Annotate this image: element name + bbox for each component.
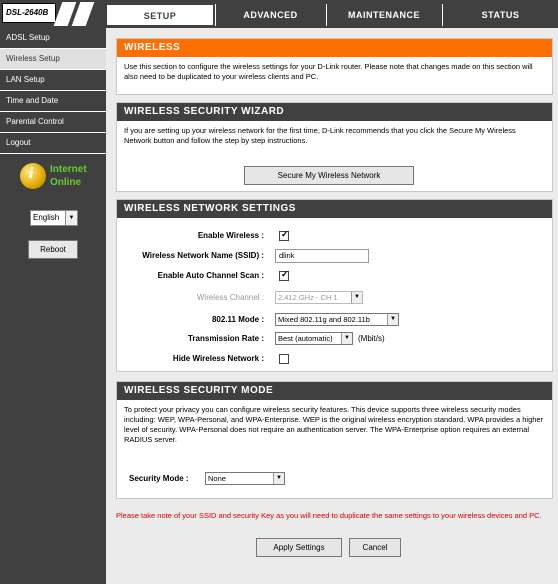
hide-network-row bbox=[117, 352, 554, 366]
wireless-channel-value: 2.412 GHz - CH 1 bbox=[278, 293, 338, 302]
tab-advanced[interactable]: ADVANCED bbox=[215, 4, 325, 26]
ssid-label: Wireless Network Name (SSID) : bbox=[142, 251, 264, 260]
security-mode-row bbox=[117, 472, 554, 486]
enable-wireless-checkbox[interactable] bbox=[279, 231, 289, 241]
reboot-button[interactable]: Reboot bbox=[28, 240, 78, 259]
model-label: DSL-2640B bbox=[2, 3, 56, 23]
security-wizard-section bbox=[116, 102, 553, 192]
wireless-description: Use this section to configure the wireless settings for your D-Link router. Please note that changes made on this section will also need to be duplicated to your wireless clients and PC. bbox=[124, 62, 533, 81]
hide-network-label: Hide Wireless Network : bbox=[172, 354, 264, 363]
apply-settings-button[interactable]: Apply Settings bbox=[256, 538, 342, 557]
mode-row bbox=[117, 313, 554, 327]
check-icon: ✓ bbox=[281, 269, 289, 279]
auto-channel-label: Enable Auto Channel Scan : bbox=[157, 271, 264, 280]
chevron-down-icon: ▼ bbox=[65, 211, 77, 225]
sidebar-item-logout[interactable]: Logout bbox=[0, 133, 106, 154]
mode-value: Mixed 802.11g and 802.11b bbox=[278, 315, 370, 324]
cancel-button[interactable]: Cancel bbox=[349, 538, 401, 557]
language-select[interactable] bbox=[30, 210, 78, 226]
security-mode-value: None bbox=[208, 474, 226, 483]
sidebar-item-time-and-date[interactable]: Time and Date bbox=[0, 91, 106, 112]
transmission-rate-value: Best (automatic) bbox=[278, 334, 333, 343]
security-mode-label: Security Mode : bbox=[129, 474, 189, 483]
transmission-rate-label: Transmission Rate : bbox=[187, 334, 264, 343]
check-icon: ✓ bbox=[281, 229, 289, 239]
sidebar-item-adsl-setup[interactable]: ADSL Setup bbox=[0, 28, 106, 49]
tab-maintenance[interactable]: MAINTENANCE bbox=[326, 4, 441, 26]
tab-status[interactable]: STATUS bbox=[442, 4, 558, 26]
wireless-channel-label: Wireless Channel : bbox=[196, 293, 264, 302]
transmission-rate-unit: (Mbit/s) bbox=[358, 334, 385, 343]
chevron-down-icon: ▼ bbox=[341, 333, 352, 344]
tab-setup[interactable]: SETUP bbox=[106, 4, 214, 26]
enable-wireless-row bbox=[117, 229, 554, 243]
internet-status-line2: Online bbox=[50, 177, 82, 188]
internet-status bbox=[16, 163, 104, 195]
security-wizard-description: If you are setting up your wireless network for the first time, D-Link recommends that you click the Secure My Wireless Network button and follow the step by step instructions. bbox=[124, 126, 516, 145]
language-value: English bbox=[33, 213, 60, 222]
wireless-channel-select[interactable] bbox=[275, 291, 363, 304]
enable-wireless-label: Enable Wireless : bbox=[197, 231, 264, 240]
security-mode-description: To protect your privacy you can configure wireless security features. This device supports three wireless security modes including: WEP, WPA-Personal, and WPA-Enterprise. WEP is the original wireless encryption standard. WPA provides a higher level of security. WPA-Personal does not require an authentication server. The WPA-Enterprise option requires an external RADIUS server. bbox=[124, 405, 544, 444]
mode-label: 802.11 Mode : bbox=[211, 315, 264, 324]
transmission-rate-row bbox=[117, 332, 554, 346]
chevron-down-icon: ▼ bbox=[387, 314, 398, 325]
wireless-section bbox=[116, 38, 553, 95]
chevron-down-icon: ▼ bbox=[351, 292, 362, 303]
internet-status-text bbox=[50, 163, 87, 189]
security-wizard-title: WIRELESS SECURITY WIZARD bbox=[117, 103, 552, 121]
security-mode-title: WIRELESS SECURITY MODE bbox=[117, 382, 552, 400]
auto-channel-checkbox[interactable] bbox=[279, 271, 289, 281]
security-mode-select[interactable] bbox=[205, 472, 285, 485]
sidebar-item-parental-control[interactable]: Parental Control bbox=[0, 112, 106, 133]
network-settings-title: WIRELESS NETWORK SETTINGS bbox=[117, 200, 552, 218]
wireless-title: WIRELESS bbox=[117, 39, 552, 57]
sidebar bbox=[0, 28, 106, 584]
hide-network-checkbox[interactable] bbox=[279, 354, 289, 364]
mode-select[interactable] bbox=[275, 313, 399, 326]
ssid-input[interactable]: dlink bbox=[275, 249, 369, 263]
sidebar-item-wireless-setup[interactable]: Wireless Setup bbox=[0, 49, 106, 70]
internet-status-line1: Internet bbox=[50, 164, 87, 175]
wireless-channel-row bbox=[117, 291, 554, 305]
ssid-row bbox=[117, 249, 554, 263]
security-mode-section bbox=[116, 381, 553, 499]
internet-globe-icon: i bbox=[20, 163, 46, 189]
top-nav-bar bbox=[0, 0, 558, 28]
auto-channel-row bbox=[117, 269, 554, 283]
main-content bbox=[106, 28, 558, 584]
chevron-down-icon: ▼ bbox=[273, 473, 284, 484]
network-settings-section bbox=[116, 199, 553, 372]
secure-my-wireless-network-button[interactable]: Secure My Wireless Network bbox=[244, 166, 414, 185]
sidebar-item-lan-setup[interactable]: LAN Setup bbox=[0, 70, 106, 91]
ssid-notice: Please take note of your SSID and security Key as you will need to duplicate the same settings to your wireless devices and PC. bbox=[116, 511, 542, 520]
transmission-rate-select[interactable] bbox=[275, 332, 353, 345]
